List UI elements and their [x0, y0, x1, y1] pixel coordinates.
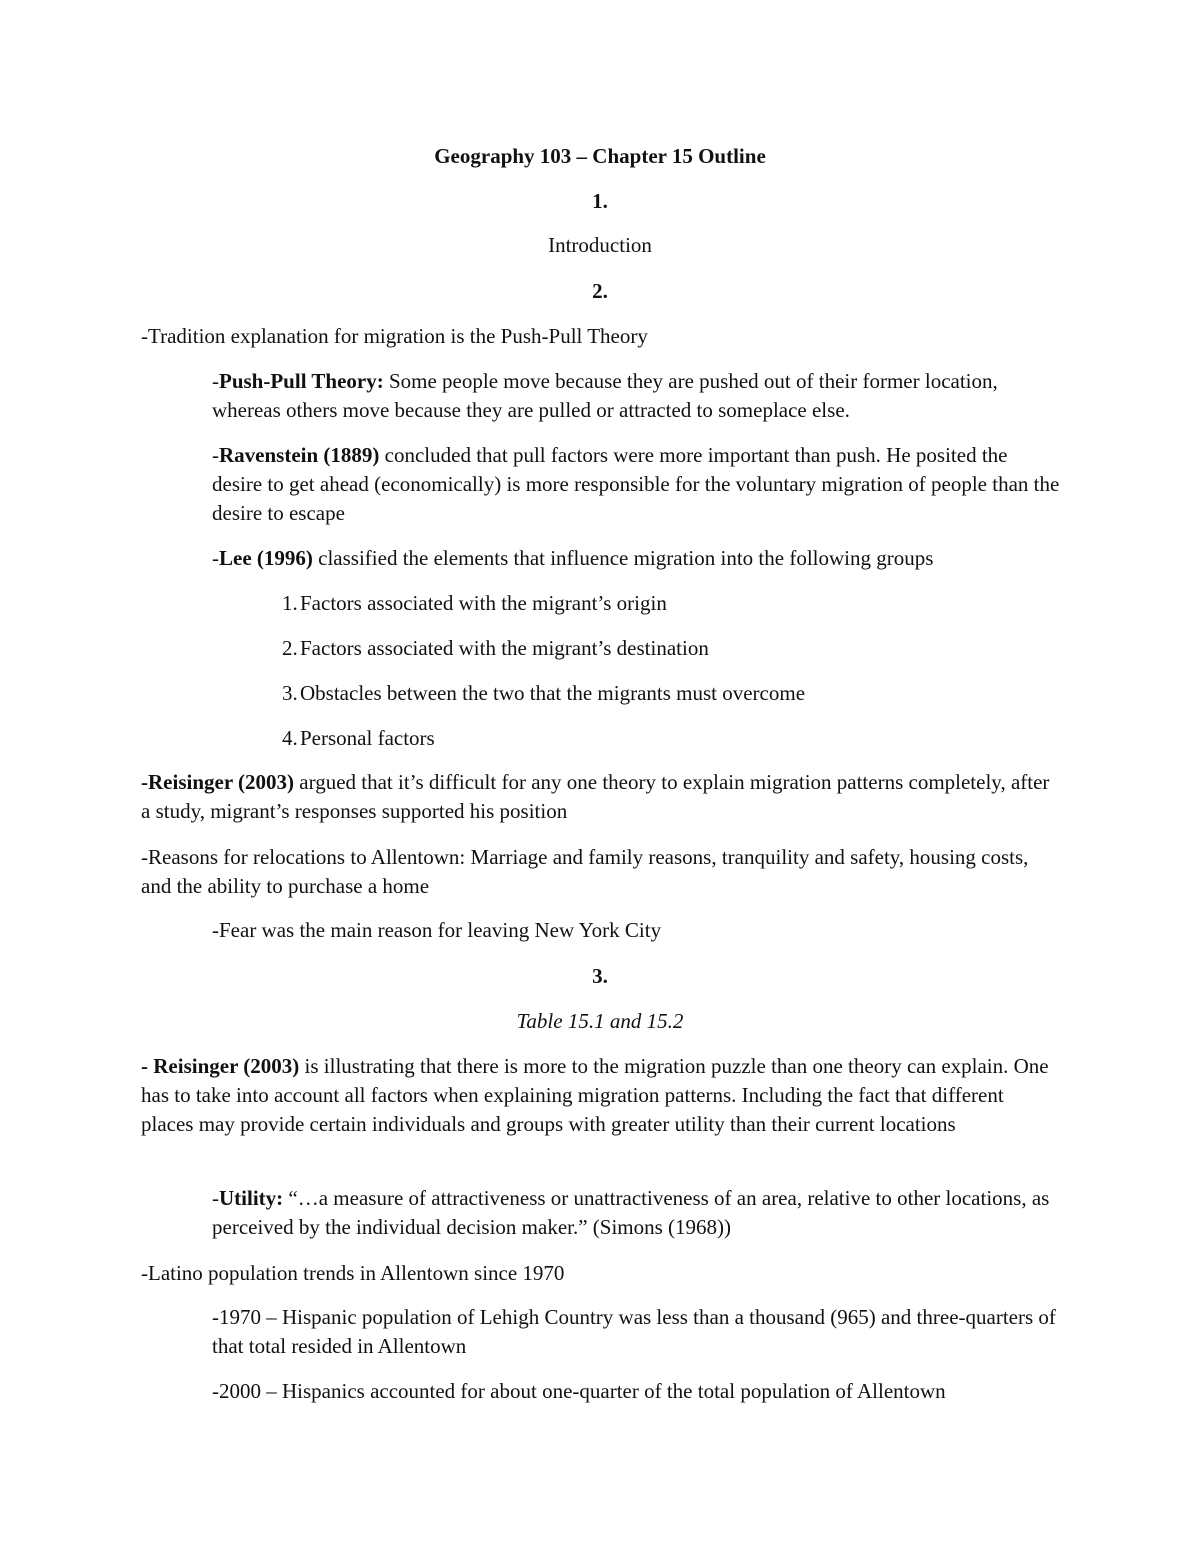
- ravenstein-term: Ravenstein (1889): [219, 443, 380, 467]
- push-pull-text: Some people move because they are pushed out of their former location, whereas others move because they are pulled or attracted to someplace else.: [212, 369, 998, 422]
- section-number-3: 3.: [592, 964, 608, 988]
- utility-paragraph: [212, 1184, 1062, 1242]
- ravenstein-text: concluded that pull factors were more important than push. He posited the desire to get ahead (economically) is more responsible for the voluntary migration of people than the desire to escape: [212, 443, 1060, 525]
- fear-paragraph: -Fear was the main reason for leaving New York City: [212, 918, 662, 942]
- list-item-text: Factors associated with the migrant’s origin: [300, 591, 667, 615]
- list-item-number: 4.: [282, 726, 298, 750]
- utility-prefix: -: [212, 1186, 219, 1210]
- section-heading-introduction: Introduction: [548, 233, 652, 257]
- utility-text: “…a measure of attractiveness or unattractiveness of an area, relative to other locations, as perceived by the individual decision maker.” (Simons (1968)): [212, 1186, 1050, 1239]
- reisinger-prefix: -: [141, 770, 148, 794]
- lee-prefix: -: [212, 546, 219, 570]
- reisinger-2-term: Reisinger (2003): [153, 1054, 300, 1078]
- ravenstein-paragraph: [212, 441, 1062, 528]
- section-heading-tables: Table 15.1 and 15.2: [516, 1009, 684, 1033]
- year-1970-paragraph: -1970 – Hispanic population of Lehigh Country was less than a thousand (965) and three-quarters of that total resided in Allentown: [212, 1305, 1056, 1358]
- utility-term: Utility:: [219, 1186, 284, 1210]
- ravenstein-prefix: -: [212, 443, 219, 467]
- reisinger-term: Reisinger (2003): [148, 770, 295, 794]
- list-item: [282, 679, 1062, 708]
- relocation-reasons-paragraph: -Reasons for relocations to Allentown: Marriage and family reasons, tranquility and safety, housing costs, and the ability to purchase a home: [141, 845, 1029, 898]
- lee-term: Lee (1996): [219, 546, 313, 570]
- list-item-number: 2.: [282, 636, 298, 660]
- document-title: Geography 103 – Chapter 15 Outline: [434, 144, 766, 168]
- list-item: [282, 589, 1062, 618]
- list-item: [282, 724, 1062, 753]
- list-item: [282, 634, 1062, 663]
- latino-trends-paragraph: -Latino population trends in Allentown since 1970: [141, 1261, 565, 1285]
- lee-paragraph: [212, 544, 1062, 573]
- lee-text: classified the elements that influence migration into the following groups: [312, 546, 934, 570]
- reisinger-text: argued that it’s difficult for any one theory to explain migration patterns completely, after a study, migrant’s responses supported his position: [141, 770, 1050, 823]
- year-2000-paragraph: -2000 – Hispanics accounted for about one-quarter of the total population of Allentown: [212, 1379, 946, 1403]
- reisinger-illustration-paragraph: [141, 1052, 1061, 1139]
- push-pull-term: Push-Pull Theory:: [219, 369, 384, 393]
- reisinger-2-text: is illustrating that there is more to the migration puzzle than one theory can explain. One has to take into account all factors when explaining migration patterns. Including the fact that different places may provide certain individuals and groups with greater utility than their current locations: [141, 1054, 1049, 1136]
- reisinger-paragraph: [141, 768, 1061, 826]
- list-item-text: Factors associated with the migrant’s destination: [300, 636, 709, 660]
- tradition-paragraph: -Tradition explanation for migration is the Push-Pull Theory: [141, 324, 648, 348]
- section-number-2: 2.: [592, 279, 608, 303]
- list-item-text: Personal factors: [300, 726, 435, 750]
- section-number-1: 1.: [592, 189, 608, 213]
- push-pull-prefix: -: [212, 369, 219, 393]
- reisinger-2-prefix: -: [141, 1054, 154, 1078]
- list-item-text: Obstacles between the two that the migrants must overcome: [300, 681, 806, 705]
- list-item-number: 1.: [282, 591, 298, 615]
- list-item-number: 3.: [282, 681, 298, 705]
- push-pull-paragraph: [212, 367, 1062, 425]
